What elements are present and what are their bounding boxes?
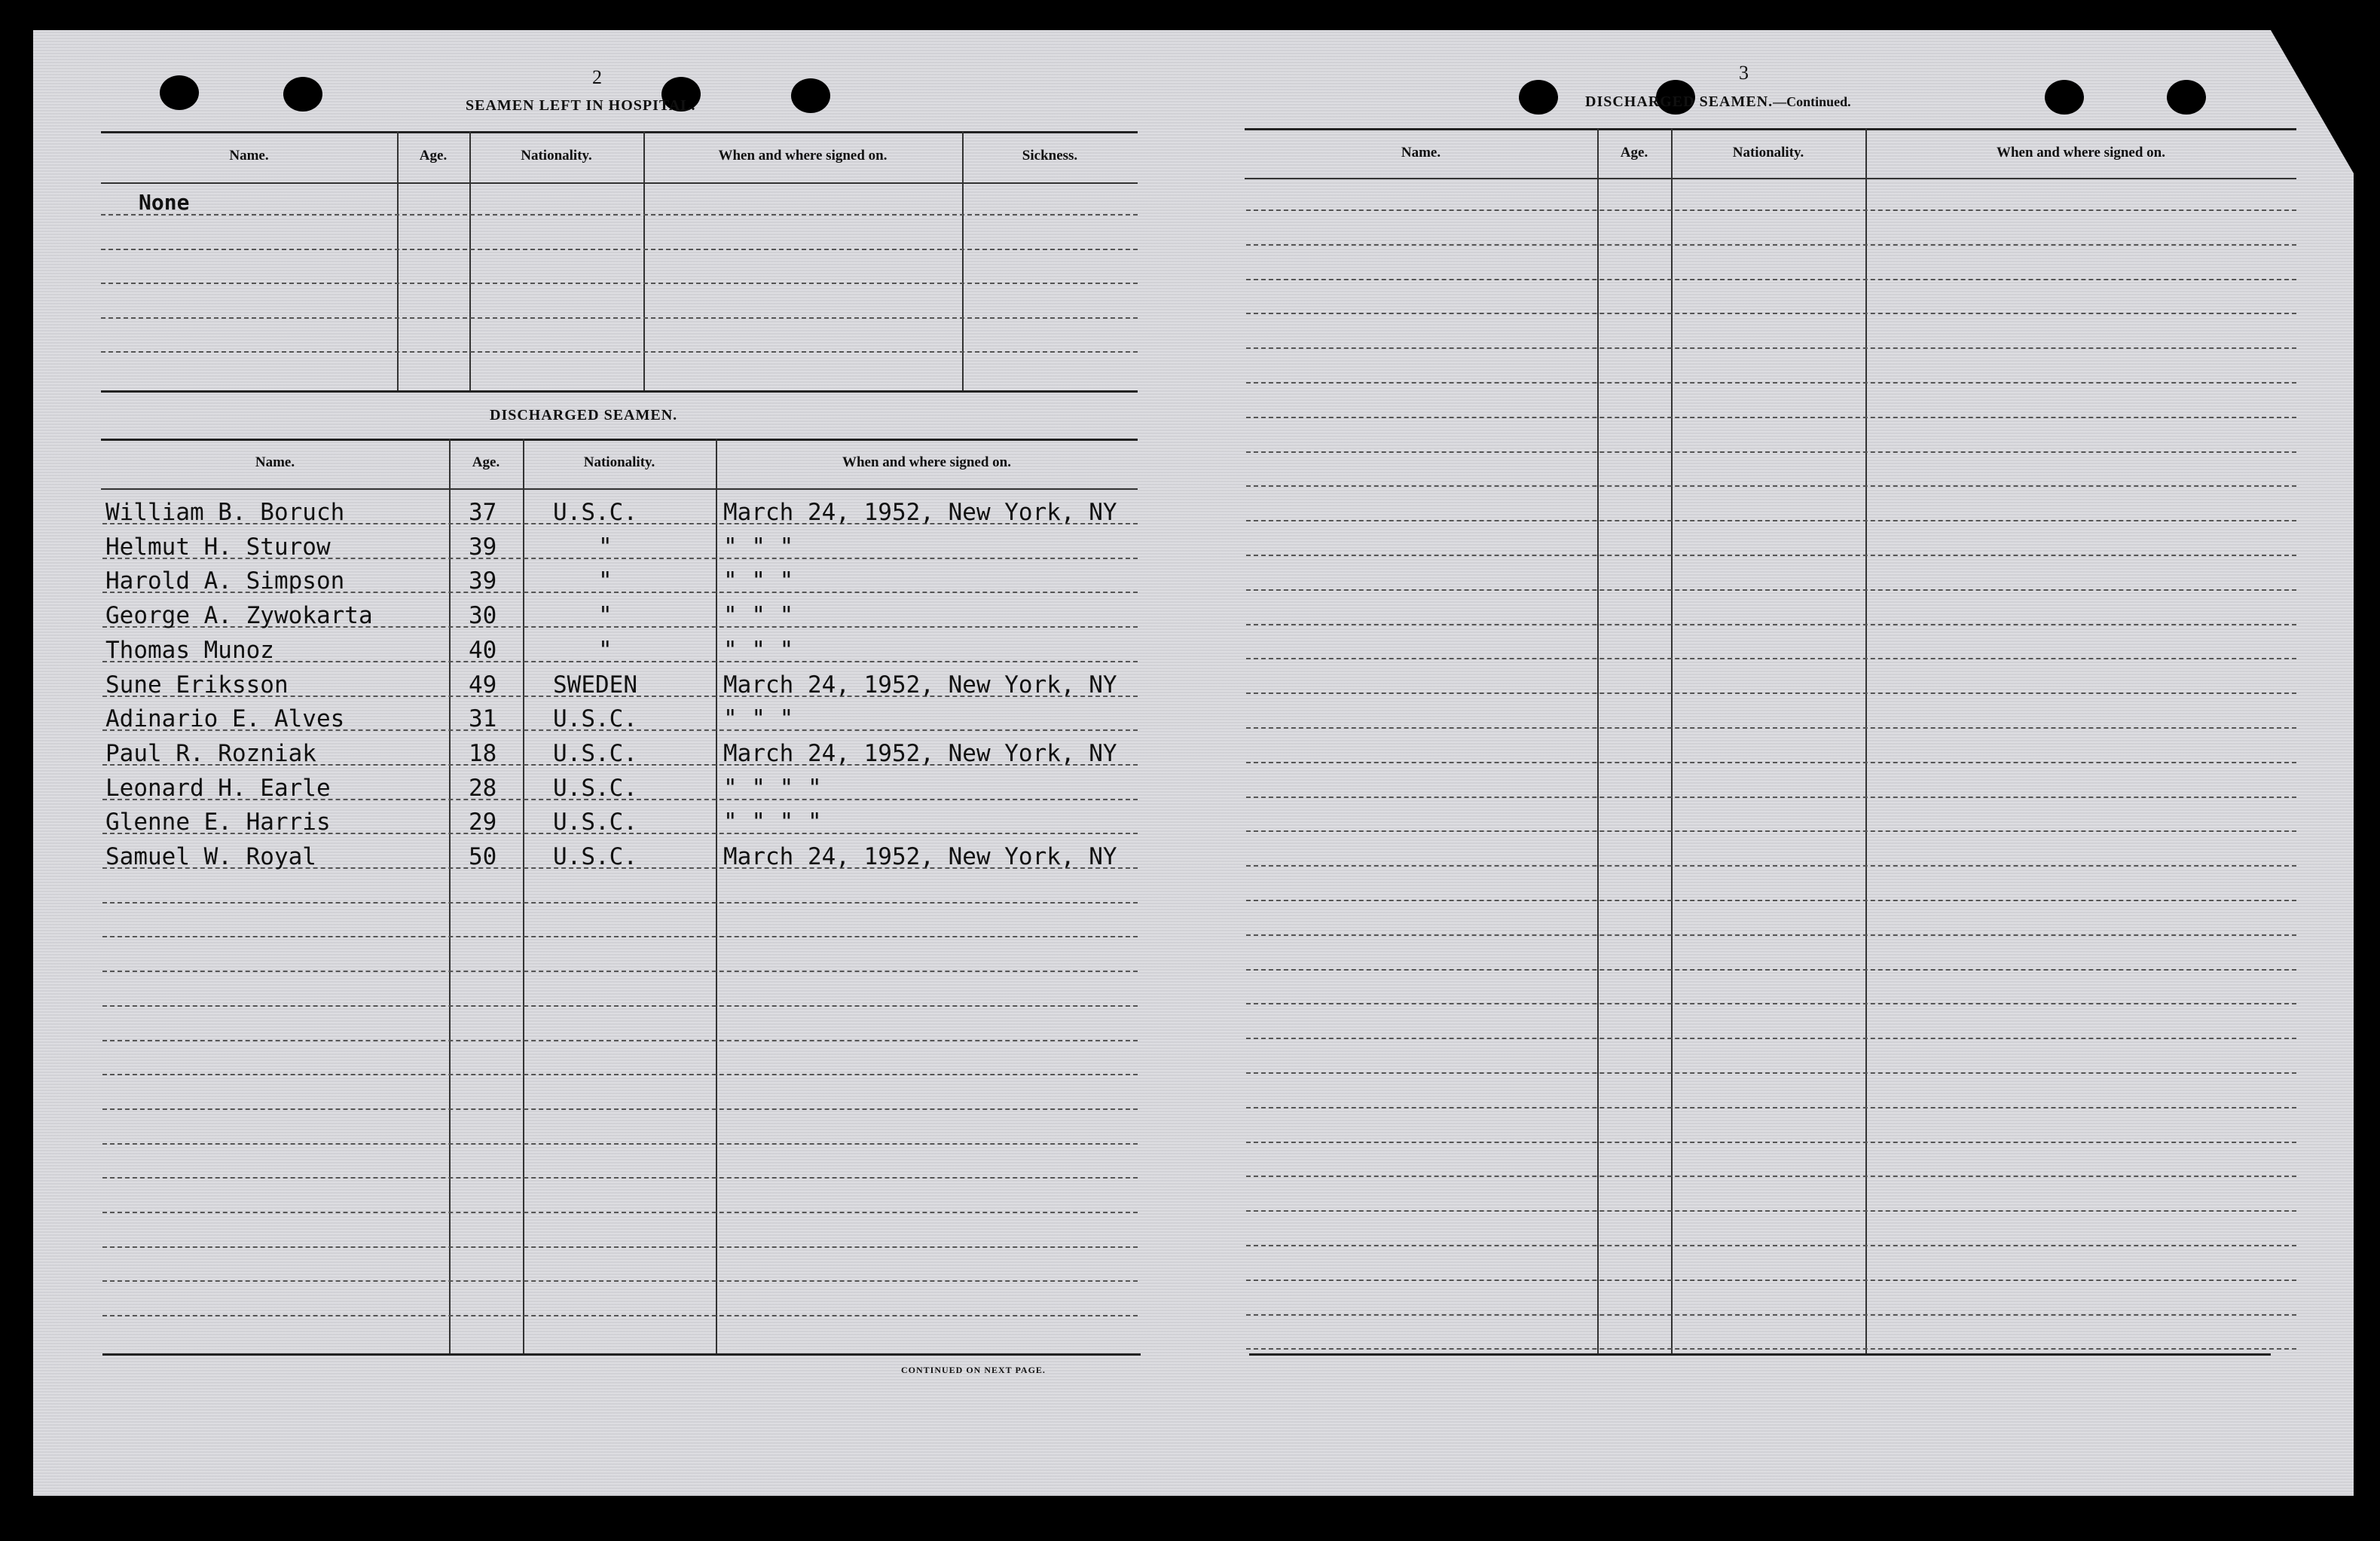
ruled-line <box>1246 555 2296 556</box>
seaman-name: Adinario E. Alves <box>105 705 345 733</box>
ruled-line <box>1246 762 2296 763</box>
punch-hole <box>791 78 830 113</box>
seaman-name: Helmut H. Sturow <box>105 533 331 561</box>
continued-footer: CONTINUED ON NEXT PAGE. <box>901 1365 1046 1375</box>
seaman-name: William B. Boruch <box>105 499 345 526</box>
discharged-col-divider <box>523 439 524 1353</box>
ruled-line <box>102 971 1138 972</box>
seaman-name: Harold A. Simpson <box>105 567 345 595</box>
ruled-line <box>1246 658 2296 659</box>
seaman-signed-on: " " " " <box>723 774 822 802</box>
right-col-divider <box>1865 128 1867 1353</box>
left-page-number: 2 <box>592 66 602 88</box>
seaman-name: Sune Eriksson <box>105 671 289 699</box>
seaman-name: Samuel W. Royal <box>105 843 316 870</box>
seaman-signed-on: " " " " <box>723 809 822 836</box>
seaman-name: Glenne E. Harris <box>105 809 331 836</box>
punch-hole <box>2045 80 2084 115</box>
right-table-top-rule <box>1245 128 2296 130</box>
ruled-line <box>102 936 1138 937</box>
ruled-line <box>102 1074 1138 1075</box>
right-header-rule <box>1245 178 2296 179</box>
seaman-age: 31 <box>469 705 497 733</box>
discharged-table-top-rule <box>101 439 1138 441</box>
ruled-line <box>102 1246 1138 1248</box>
manifest-sheet <box>33 30 2354 1496</box>
hospital-entry-none: None <box>139 190 190 215</box>
ruled-line <box>1246 1245 2296 1246</box>
seaman-age: 49 <box>469 671 497 699</box>
ruled-line <box>102 1280 1138 1282</box>
seaman-age: 39 <box>469 567 497 595</box>
ruled-line <box>101 283 1138 284</box>
hospital-section-title: SEAMEN LEFT IN HOSPITAL. <box>466 97 696 114</box>
ruled-line <box>1246 244 2296 246</box>
ruled-line <box>101 317 1138 319</box>
seaman-nationality: U.S.C. <box>553 843 637 870</box>
ruled-line <box>1246 313 2296 314</box>
seaman-name: George A. Zywokarta <box>105 602 373 630</box>
right-col-divider <box>1671 128 1673 1353</box>
ruled-line <box>1246 417 2296 418</box>
seaman-signed-on: " " " <box>723 533 794 561</box>
ruled-line <box>1246 209 2296 211</box>
right-section-title <box>1585 93 1851 111</box>
seaman-age: 29 <box>469 809 497 836</box>
ruled-line <box>1246 279 2296 280</box>
seaman-signed-on: March 24, 1952, New York, NY <box>723 739 1117 767</box>
ruled-line <box>1246 934 2296 936</box>
ruled-line <box>1246 900 2296 901</box>
ruled-line <box>1246 1314 2296 1316</box>
ruled-line <box>1246 830 2296 832</box>
ruled-line <box>1246 727 2296 729</box>
right-header-nationality: Nationality. <box>1732 145 1804 161</box>
seaman-signed-on: " " " <box>723 602 794 630</box>
right-col-divider <box>1597 128 1599 1353</box>
seaman-nationality: U.S.C. <box>553 739 637 767</box>
seaman-age: 37 <box>469 499 497 526</box>
right-header-name: Name. <box>1401 145 1441 161</box>
ruled-line <box>102 1177 1138 1179</box>
seaman-signed-on: " " " <box>723 705 794 733</box>
ruled-line <box>1246 1072 2296 1074</box>
ruled-line <box>1246 1038 2296 1039</box>
discharged-header-age: Age. <box>472 454 500 470</box>
hospital-header-nationality: Nationality. <box>521 148 592 164</box>
seaman-signed-on: " " " <box>723 567 794 595</box>
hospital-header-signed-on: When and where signed on. <box>718 148 888 164</box>
punch-hole <box>160 75 199 110</box>
seaman-name: Thomas Munoz <box>105 636 274 664</box>
hospital-header-name: Name. <box>229 148 269 164</box>
ruled-line <box>101 249 1138 250</box>
hospital-table-bottom-rule <box>101 390 1138 393</box>
ruled-line <box>1246 1348 2296 1350</box>
right-header-age: Age. <box>1620 145 1648 161</box>
punch-hole <box>2167 80 2206 115</box>
seaman-age: 18 <box>469 739 497 767</box>
right-header-signed-on: When and where signed on. <box>1996 145 2165 161</box>
right-title-continued: —Continued. <box>1773 94 1851 109</box>
seaman-nationality: " <box>598 602 613 630</box>
seaman-name: Leonard H. Earle <box>105 774 331 802</box>
seaman-age: 28 <box>469 774 497 802</box>
ruled-line <box>1246 1210 2296 1212</box>
ruled-line <box>102 1143 1138 1145</box>
ruled-line <box>1246 624 2296 625</box>
seaman-age: 39 <box>469 533 497 561</box>
ruled-line <box>1246 693 2296 694</box>
discharged-header-rule <box>101 488 1138 490</box>
ruled-line <box>1246 1142 2296 1143</box>
discharged-header-name: Name. <box>255 454 295 470</box>
ruled-line <box>1246 347 2296 349</box>
seaman-age: 30 <box>469 602 497 630</box>
ruled-line <box>102 1108 1138 1110</box>
ruled-line <box>1246 1003 2296 1004</box>
seaman-nationality: U.S.C. <box>553 809 637 836</box>
ruled-line <box>1246 969 2296 971</box>
seaman-name: Paul R. Rozniak <box>105 739 316 767</box>
discharged-header-nationality: Nationality. <box>583 454 655 470</box>
ruled-line <box>102 1212 1138 1213</box>
ruled-line <box>1246 796 2296 798</box>
seaman-signed-on: March 24, 1952, New York, NY <box>723 499 1117 526</box>
ruled-line <box>102 1005 1138 1007</box>
hospital-header-age: Age. <box>419 148 448 164</box>
hospital-header-rule <box>101 182 1138 184</box>
hospital-header-sickness: Sickness. <box>1022 148 1078 164</box>
discharged-section-title: DISCHARGED SEAMEN. <box>490 407 678 423</box>
ruled-line <box>1246 451 2296 453</box>
punch-hole <box>1519 80 1558 115</box>
seaman-nationality: SWEDEN <box>553 671 637 699</box>
ruled-line <box>101 214 1138 216</box>
ruled-line <box>102 902 1138 904</box>
ruled-line <box>1246 382 2296 384</box>
right-title-main: DISCHARGED SEAMEN. <box>1585 93 1774 110</box>
ruled-line <box>102 1040 1138 1041</box>
ruled-line <box>101 351 1138 353</box>
right-table-bottom-rule <box>1249 1353 2271 1356</box>
seaman-nationality: " <box>598 567 613 595</box>
ruled-line <box>1246 1176 2296 1177</box>
hospital-table-top-rule <box>101 131 1138 133</box>
discharged-col-divider <box>449 439 451 1353</box>
seaman-signed-on: March 24, 1952, New York, NY <box>723 843 1117 870</box>
ruled-line <box>102 1315 1138 1316</box>
seaman-nationality: " <box>598 636 613 664</box>
discharged-table-bottom-rule <box>102 1353 1141 1356</box>
ruled-line <box>1246 865 2296 867</box>
seaman-nationality: U.S.C. <box>553 499 637 526</box>
ruled-line <box>1246 1107 2296 1108</box>
punch-hole <box>283 77 322 112</box>
seaman-age: 40 <box>469 636 497 664</box>
discharged-header-signed-on: When and where signed on. <box>842 454 1011 470</box>
right-page-number: 3 <box>1739 62 1749 84</box>
ruled-line <box>1246 589 2296 591</box>
seaman-nationality: " <box>598 533 613 561</box>
ruled-line <box>1246 1280 2296 1281</box>
seaman-signed-on: " " " <box>723 636 794 664</box>
seaman-age: 50 <box>469 843 497 870</box>
discharged-col-divider <box>716 439 717 1353</box>
ruled-line <box>1246 520 2296 521</box>
seaman-signed-on: March 24, 1952, New York, NY <box>723 671 1117 699</box>
ruled-line <box>1246 485 2296 487</box>
seaman-nationality: U.S.C. <box>553 774 637 802</box>
seaman-nationality: U.S.C. <box>553 705 637 733</box>
